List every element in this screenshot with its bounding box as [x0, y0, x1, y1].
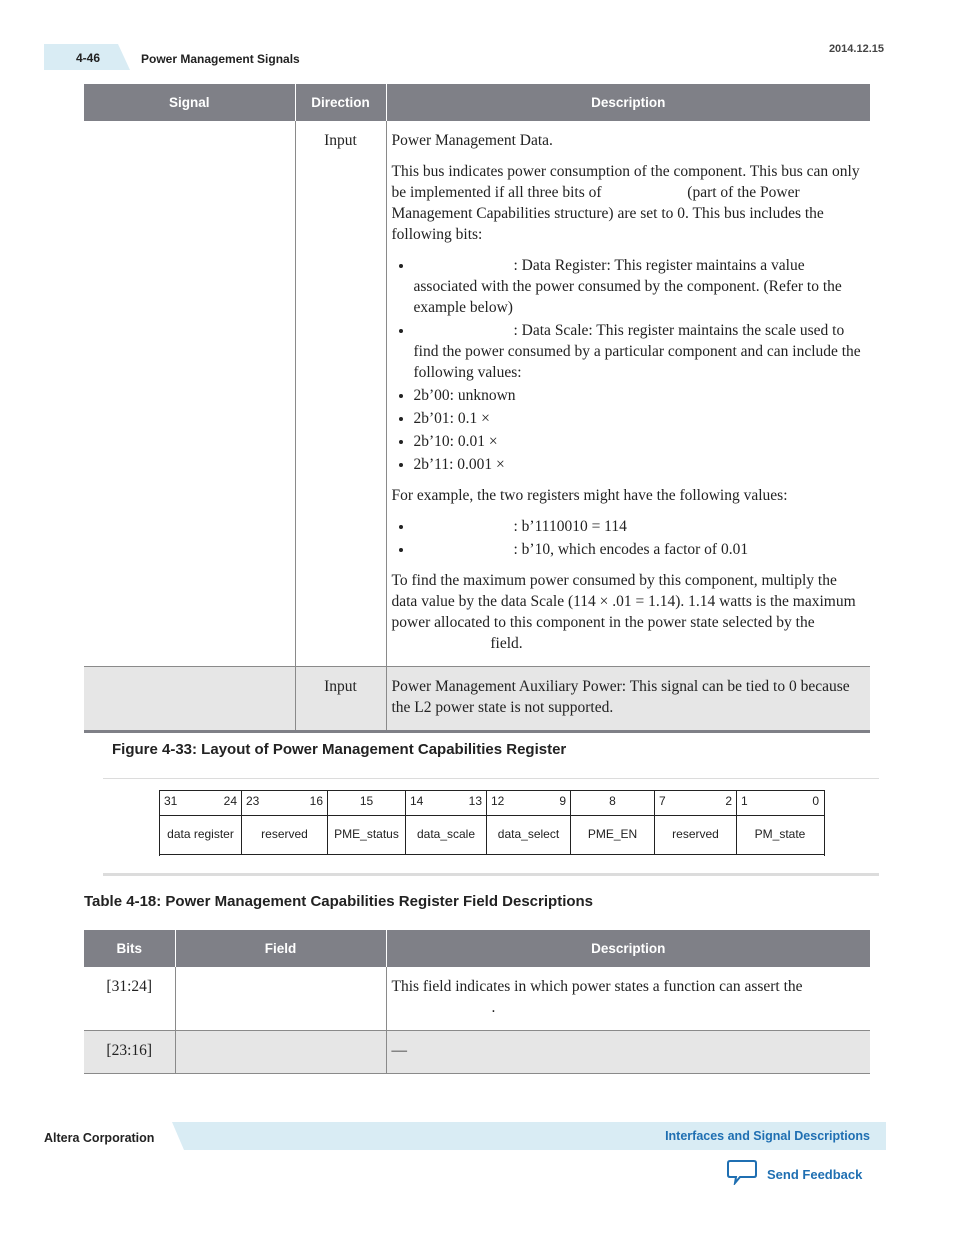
- register-field: data_scale: [406, 815, 487, 854]
- column-header: Bits: [84, 930, 175, 967]
- field-name-row: [160, 815, 824, 855]
- table-header-row: [84, 930, 870, 967]
- description-paragraph: For example, the two registers might have the following values:: [391, 487, 788, 504]
- field-description-table: [84, 930, 870, 1074]
- figure-caption: Figure 4-33: Layout of Power Management Capabilities Register: [112, 741, 567, 758]
- signal-cell: [84, 667, 295, 732]
- chapter-link[interactable]: Interfaces and Signal Descriptions: [665, 1129, 870, 1143]
- column-header: Description: [386, 930, 870, 967]
- register-field: PME_EN: [571, 815, 655, 854]
- chat-bubble-icon: [727, 1159, 757, 1190]
- register-field: data_select: [487, 815, 571, 854]
- list-item: • : Data Register: This register maintains a value associated with the power consumed by the component. (Refer to the example below): [414, 255, 865, 318]
- field-cell: [175, 1031, 386, 1074]
- register-layout-diagram: [159, 790, 825, 856]
- page-number: 4-46: [75, 51, 101, 65]
- direction-cell: Input: [295, 121, 386, 667]
- revision-date: 2014.12.15: [828, 43, 884, 55]
- bit-range: 23 16: [242, 791, 328, 815]
- register-field: reserved: [242, 815, 328, 854]
- bits-cell: [31:24]: [84, 967, 175, 1031]
- list-item: • : b’10, which encodes a factor of 0.01: [414, 539, 865, 560]
- bit-range: 14 13: [406, 791, 487, 815]
- column-header: Field: [175, 930, 386, 967]
- table-header-row: [84, 84, 870, 121]
- field-cell: [175, 967, 386, 1031]
- bit-range: 7 2: [655, 791, 737, 815]
- bullet-list: [392, 255, 865, 475]
- table-row: [84, 1031, 870, 1074]
- column-header: Direction: [295, 84, 386, 121]
- description-cell: [386, 121, 870, 667]
- send-feedback-button[interactable]: [727, 1159, 862, 1190]
- list-item: • 2b’10: 0.01 ×: [414, 431, 865, 452]
- column-header: Signal: [84, 84, 295, 121]
- direction-cell: Input: [295, 667, 386, 732]
- register-field: data register: [160, 815, 242, 854]
- bit-range: 12 9: [487, 791, 571, 815]
- bit-range: 31 24: [160, 791, 242, 815]
- company-name: Altera Corporation: [44, 1131, 155, 1145]
- table-row: [84, 667, 870, 732]
- bullet-list: [392, 516, 865, 560]
- description-cell: Power Management Auxiliary Power: This signal can be tied to 0 because the L2 power state is not supported.: [386, 667, 870, 732]
- register-field: reserved: [655, 815, 737, 854]
- bit-number-row: [160, 790, 824, 816]
- description-title: Power Management Data.: [391, 132, 553, 149]
- description-cell: This field indicates in which power states a function can assert the .: [386, 967, 870, 1031]
- section-title: Power Management Signals: [141, 52, 300, 66]
- signal-table: [84, 84, 870, 733]
- send-feedback-label: Send Feedback: [767, 1167, 863, 1182]
- list-item: • : b’1110010 = 114: [414, 516, 865, 537]
- register-field: PME_status: [328, 815, 406, 854]
- column-header: Description: [386, 84, 870, 121]
- table-caption: Table 4-18: Power Management Capabilities Register Field Descriptions: [84, 893, 594, 910]
- register-field: PM_state: [754, 827, 806, 841]
- bits-cell: [23:16]: [84, 1031, 175, 1074]
- list-item: • : Data Scale: This register maintains the scale used to find the power consumed by a particular component and can include the following values:: [414, 320, 865, 383]
- bit-range: 15: [328, 791, 406, 815]
- bit-range: 8: [571, 791, 655, 815]
- description-paragraph: This bus indicates power consumption of the component. This bus can only be implemented if all three bits of (part of the Power Management Capabilities structure) are set to 0. This bus includes the following bits:: [391, 163, 860, 243]
- description-cell: —: [386, 1031, 870, 1074]
- table-row: [84, 121, 870, 667]
- divider: [103, 873, 879, 876]
- list-item: • 2b’00: unknown: [414, 385, 865, 406]
- divider: [103, 778, 879, 779]
- signal-cell: [84, 121, 295, 667]
- list-item: • 2b’11: 0.001 ×: [414, 454, 865, 475]
- list-item: • 2b’01: 0.1 ×: [414, 408, 865, 429]
- description-paragraph: To find the maximum power consumed by this component, multiply the data value by the data Scale (114 × .01 = 1.14). 1.14 watts is the maximum power allocated to this component in the power state selected by the field.: [391, 572, 856, 652]
- table-row: [84, 967, 870, 1031]
- bit-range: 1 0: [741, 794, 819, 808]
